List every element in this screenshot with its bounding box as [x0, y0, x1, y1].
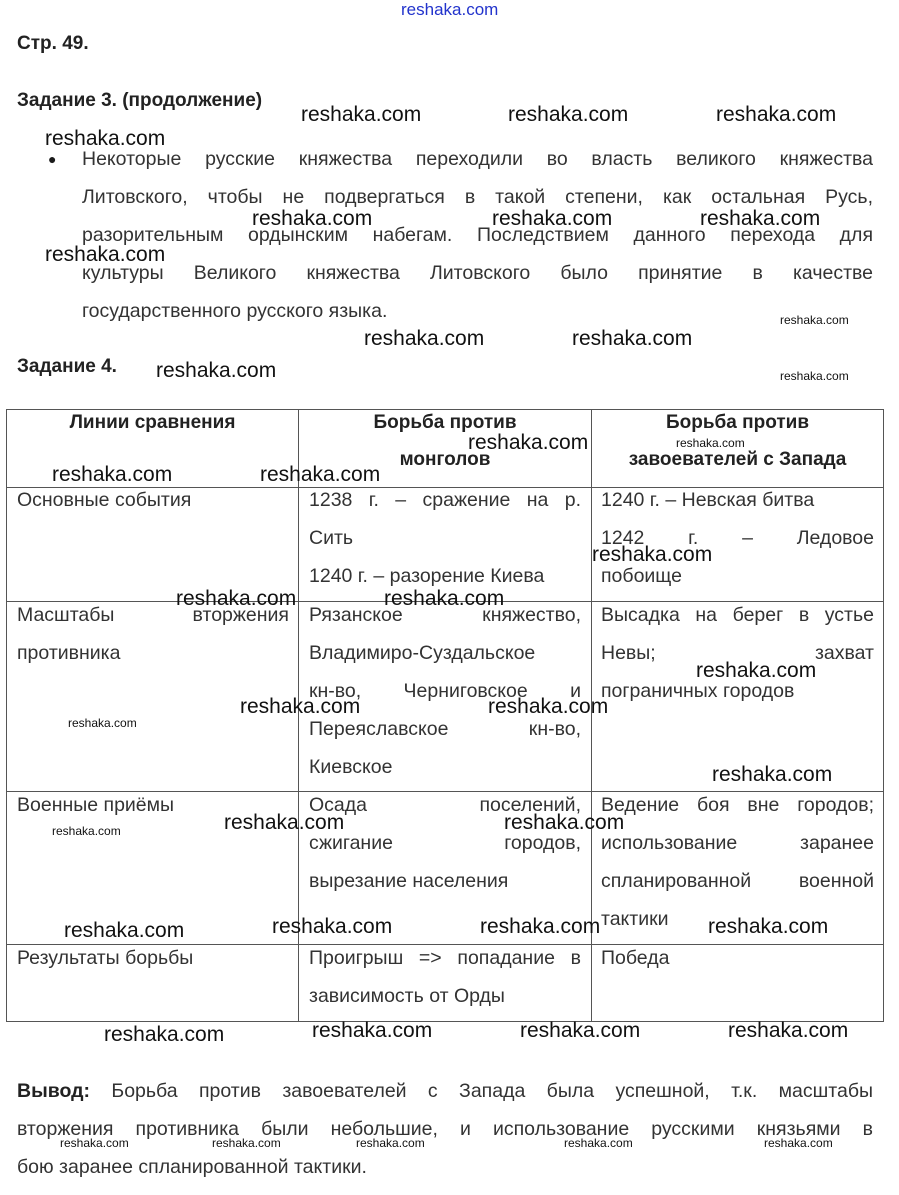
watermark-small: reshaka.com: [564, 1136, 633, 1150]
task3-line: культуры Великого княжества Литовского было принятие в качестве: [82, 262, 873, 284]
cell-line: сжигание городов,: [309, 832, 581, 854]
cell-line: пограничных городов: [601, 680, 795, 702]
watermark: reshaka.com: [708, 915, 829, 938]
watermark: reshaka.com: [572, 327, 693, 350]
watermark: reshaka.com: [468, 431, 589, 454]
conclusion: [17, 1072, 873, 1186]
cell-line: 1242 г. – Ледовое: [601, 527, 874, 549]
watermark: reshaka.com: [240, 695, 361, 718]
watermark: reshaka.com: [728, 1019, 849, 1042]
watermark: reshaka.com: [64, 919, 185, 942]
header-mongols-line: монголов: [399, 449, 491, 470]
cell-line: Рязанское княжество,: [309, 604, 581, 626]
header-west-line: Борьба против: [665, 412, 809, 433]
watermark: reshaka.com: [508, 103, 629, 126]
watermark: reshaka.com: [272, 915, 393, 938]
watermark: reshaka.com: [45, 127, 166, 150]
watermark-small: reshaka.com: [676, 436, 745, 450]
cell-line: Переяславское кн-во,: [309, 718, 581, 740]
task4-title: Задание 4.: [17, 356, 117, 377]
row1-west: [601, 481, 874, 595]
watermark: reshaka.com: [504, 811, 625, 834]
cell-line: Результаты борьбы: [17, 947, 194, 969]
row4-mongols: [309, 939, 581, 1015]
watermark: reshaka.com: [364, 327, 485, 350]
watermark: reshaka.com: [488, 695, 609, 718]
conclusion-line: [17, 1072, 873, 1110]
watermark: reshaka.com: [312, 1019, 433, 1042]
cell-line: 1238 г. – сражение на р.: [309, 489, 581, 511]
watermark: reshaka.com: [712, 763, 833, 786]
cell-line: тактики: [601, 908, 669, 930]
conclusion-label: Вывод:: [17, 1080, 90, 1102]
watermark: reshaka.com: [260, 463, 381, 486]
watermark: reshaka.com: [384, 587, 505, 610]
task3-line: Литовского, чтобы не подвергаться в такой степени, как остальная Русь,: [82, 186, 873, 208]
cell-line: вырезание населения: [309, 870, 509, 892]
conclusion-line: вторжения противника были небольшие, и использование русскими князьями в: [17, 1118, 873, 1140]
cell-line: Киевское: [309, 756, 393, 778]
watermark: reshaka.com: [696, 659, 817, 682]
header-west-line: завоевателей с Запада: [628, 449, 847, 470]
watermark: reshaka.com: [104, 1023, 225, 1046]
cell-line: Основные события: [17, 489, 192, 511]
watermark: reshaka.com: [716, 103, 837, 126]
watermark-small: reshaka.com: [764, 1136, 833, 1150]
task3-bullet-text: [82, 140, 873, 330]
watermark: reshaka.com: [224, 811, 345, 834]
cell-line: зависимость от Орды: [309, 985, 505, 1007]
watermark: reshaka.com: [156, 359, 277, 382]
cell-line: Осада поселений,: [309, 794, 581, 816]
cell-line: Проигрыш => попадание в: [309, 947, 581, 969]
task3-line: государственного русского языка.: [82, 300, 388, 322]
watermark-small: reshaka.com: [212, 1136, 281, 1150]
cell-line: кн-во, Черниговское и: [309, 680, 581, 702]
watermark: reshaka.com: [52, 463, 173, 486]
watermark-small: reshaka.com: [356, 1136, 425, 1150]
watermark-small: reshaka.com: [60, 1136, 129, 1150]
cell-line: Невы; захват: [601, 642, 874, 664]
cell-line: Ведение боя вне городов;: [601, 794, 874, 816]
row4-label: [17, 939, 289, 977]
watermark: reshaka.com: [176, 587, 297, 610]
conclusion-line-text: Борьба против завоевателей с Запада была успешной, т.к. масштабы: [111, 1080, 873, 1102]
row2-mongols: [309, 596, 581, 786]
table-border: [6, 409, 7, 1022]
cell-line: использование заранее: [601, 832, 874, 854]
watermark: reshaka.com: [592, 543, 713, 566]
watermark: reshaka.com: [700, 207, 821, 230]
cell-line: 1240 г. – разорение Киева: [309, 565, 545, 587]
cell-line: Владимиро-Суздальское: [309, 642, 536, 664]
watermark: reshaka.com: [480, 915, 601, 938]
cell-line: Высадка на берег в устье: [601, 604, 874, 626]
watermark-small: reshaka.com: [52, 824, 121, 838]
watermark: reshaka.com: [301, 103, 422, 126]
watermark-small: reshaka.com: [68, 716, 137, 730]
row1-mongols: [309, 481, 581, 595]
table-border: [6, 409, 884, 410]
cell-line: противника: [17, 642, 121, 664]
watermark-small: reshaka.com: [780, 313, 849, 327]
conclusion-line: бою заранее спланированной тактики.: [17, 1156, 367, 1178]
header-lines-of-comparison: Линии сравнения: [69, 412, 236, 433]
watermark-top[interactable]: reshaka.com: [401, 0, 499, 19]
watermark-small: reshaka.com: [780, 369, 849, 383]
cell-line: 1240 г. – Невская битва: [601, 489, 815, 511]
task3-line: Некоторые русские княжества переходили во власть великого княжества: [82, 148, 873, 170]
table-border: [883, 409, 884, 1022]
cell-line: Победа: [601, 947, 670, 969]
task3-title: Задание 3. (продолжение): [17, 90, 263, 111]
watermark: reshaka.com: [45, 243, 166, 266]
cell-line: Масштабы вторжения: [17, 604, 289, 626]
header-mongols-line: Борьба против: [373, 412, 517, 433]
bullet-icon: ●: [48, 151, 57, 167]
cell-line: спланированной военной: [601, 870, 874, 892]
page-label: Стр. 49.: [17, 33, 89, 54]
row3-mongols: [309, 786, 581, 900]
task3-line: разорительным ордынским набегам. Последствием данного перехода для: [82, 224, 873, 246]
row2-west: [601, 596, 874, 710]
watermark: reshaka.com: [492, 207, 613, 230]
cell-line: Военные приёмы: [17, 794, 175, 816]
cell-line: Сить: [309, 527, 354, 549]
watermark: reshaka.com: [252, 207, 373, 230]
cell-line: побоище: [601, 565, 682, 587]
row4-west: [601, 939, 874, 977]
watermark: reshaka.com: [520, 1019, 641, 1042]
